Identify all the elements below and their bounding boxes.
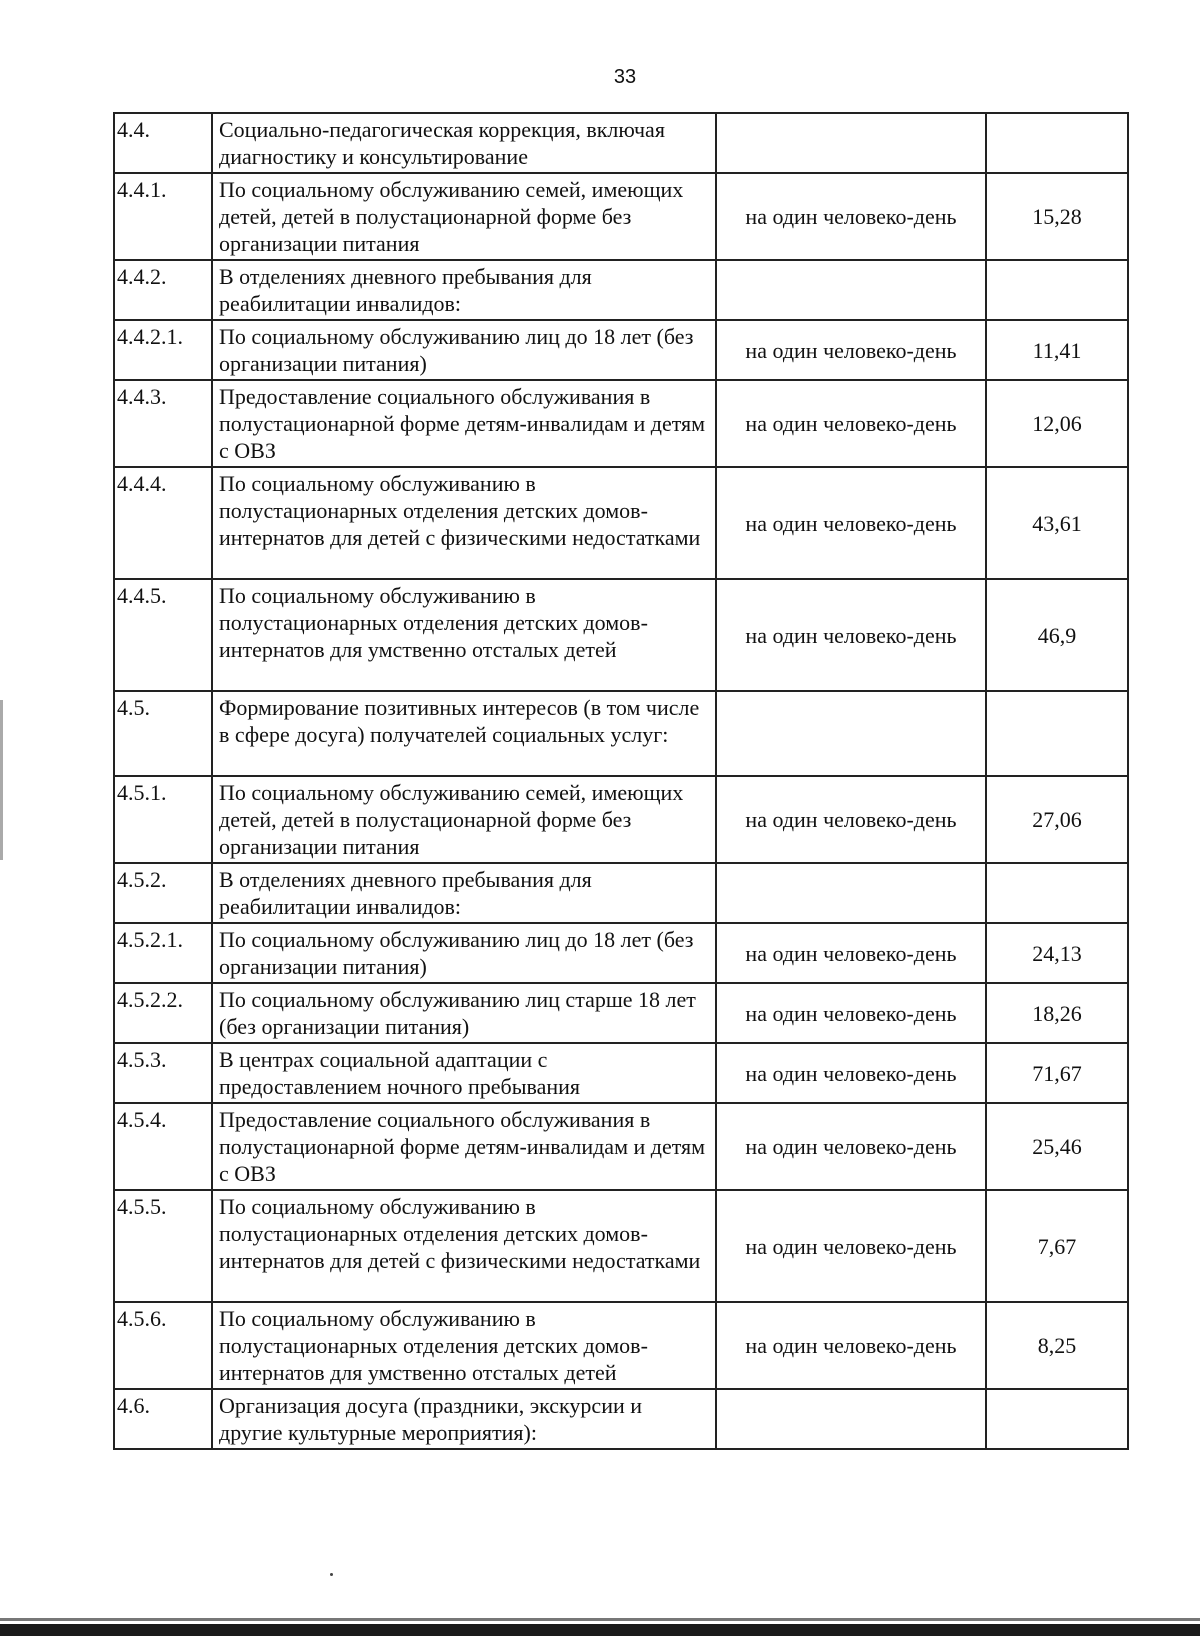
row-number: 4.5.6. xyxy=(114,1302,212,1389)
row-number: 4.5.1. xyxy=(114,776,212,863)
service-name: В центрах социальной адаптации с предоставлением ночного пребывания xyxy=(212,1043,716,1103)
tariff-value: 7,67 xyxy=(986,1190,1128,1302)
service-name: По социальному обслуживанию лиц старше 18 лет (без организации питания) xyxy=(212,983,716,1043)
table-row xyxy=(114,467,1128,579)
unit-cell: на один человеко-день xyxy=(716,1103,986,1190)
service-name: По социальному обслуживанию лиц до 18 лет (без организации питания) xyxy=(212,923,716,983)
scan-bottom-border xyxy=(0,1624,1200,1636)
unit-cell: на один человеко-день xyxy=(716,923,986,983)
tariff-value: 25,46 xyxy=(986,1103,1128,1190)
tariff-value: 46,9 xyxy=(986,579,1128,691)
service-name: Организация досуга (праздники, экскурсии и другие культурные мероприятия): xyxy=(212,1389,716,1449)
table-row xyxy=(114,1302,1128,1389)
table-row xyxy=(114,380,1128,467)
table-row xyxy=(114,260,1128,320)
unit-cell: на один человеко-день xyxy=(716,1043,986,1103)
service-name: Предоставление социального обслуживания в полустационарной форме детям-инвалидам и детям с ОВЗ xyxy=(212,1103,716,1190)
unit-cell: на один человеко-день xyxy=(716,776,986,863)
row-number: 4.4.5. xyxy=(114,579,212,691)
tariff-value: 8,25 xyxy=(986,1302,1128,1389)
row-number: 4.5. xyxy=(114,691,212,776)
tariff-value xyxy=(986,260,1128,320)
scan-edge-mark xyxy=(0,700,3,860)
tariff-value: 27,06 xyxy=(986,776,1128,863)
unit-cell: на один человеко-день xyxy=(716,467,986,579)
unit-cell: на один человеко-день xyxy=(716,1190,986,1302)
unit-cell xyxy=(716,863,986,923)
service-name: По социальному обслуживанию в полустационарных отделения детских домов-интернатов для умственно отсталых детей xyxy=(212,1302,716,1389)
row-number: 4.5.2. xyxy=(114,863,212,923)
table-row xyxy=(114,691,1128,776)
row-number: 4.5.2.1. xyxy=(114,923,212,983)
table-row xyxy=(114,320,1128,380)
scan-bottom-line xyxy=(0,1618,1200,1621)
row-number: 4.6. xyxy=(114,1389,212,1449)
table-row xyxy=(114,579,1128,691)
row-number: 4.5.4. xyxy=(114,1103,212,1190)
scan-speck xyxy=(330,1573,333,1576)
row-number: 4.4.2. xyxy=(114,260,212,320)
unit-cell: на один человеко-день xyxy=(716,380,986,467)
service-name: Социально-педагогическая коррекция, включая диагностику и консультирование xyxy=(212,113,716,173)
row-number: 4.4.1. xyxy=(114,173,212,260)
service-name: По социальному обслуживанию семей, имеющих детей, детей в полустационарной форме без организации питания xyxy=(212,776,716,863)
tariff-table xyxy=(113,112,1129,1450)
row-number: 4.4.2.1. xyxy=(114,320,212,380)
tariff-value: 18,26 xyxy=(986,983,1128,1043)
tariff-value xyxy=(986,1389,1128,1449)
table-row xyxy=(114,1389,1128,1449)
service-name: По социальному обслуживанию в полустационарных отделения детских домов-интернатов для детей с физическими недостатками xyxy=(212,467,716,579)
unit-cell xyxy=(716,691,986,776)
row-number: 4.5.3. xyxy=(114,1043,212,1103)
unit-cell: на один человеко-день xyxy=(716,1302,986,1389)
unit-cell xyxy=(716,1389,986,1449)
table-row xyxy=(114,923,1128,983)
unit-cell: на один человеко-день xyxy=(716,320,986,380)
row-number: 4.4.4. xyxy=(114,467,212,579)
table-row xyxy=(114,1103,1128,1190)
service-name: Формирование позитивных интересов (в том числе в сфере досуга) получателей социальных услуг: xyxy=(212,691,716,776)
table-row xyxy=(114,173,1128,260)
table-row xyxy=(114,983,1128,1043)
table-row xyxy=(114,863,1128,923)
table-row xyxy=(114,1190,1128,1302)
tariff-value: 43,61 xyxy=(986,467,1128,579)
unit-cell xyxy=(716,260,986,320)
service-name: По социальному обслуживанию семей, имеющих детей, детей в полустационарной форме без организации питания xyxy=(212,173,716,260)
unit-cell: на один человеко-день xyxy=(716,983,986,1043)
table-row xyxy=(114,1043,1128,1103)
table-row xyxy=(114,776,1128,863)
unit-cell: на один человеко-день xyxy=(716,579,986,691)
service-name: По социальному обслуживанию в полустационарных отделения детских домов-интернатов для умственно отсталых детей xyxy=(212,579,716,691)
service-name: По социальному обслуживанию лиц до 18 лет (без организации питания) xyxy=(212,320,716,380)
page-number: 33 xyxy=(613,66,637,88)
tariff-value xyxy=(986,691,1128,776)
row-number: 4.5.2.2. xyxy=(114,983,212,1043)
tariff-value: 12,06 xyxy=(986,380,1128,467)
service-name: Предоставление социального обслуживания в полустационарной форме детям-инвалидам и детям с ОВЗ xyxy=(212,380,716,467)
row-number: 4.5.5. xyxy=(114,1190,212,1302)
tariff-table-wrapper xyxy=(113,112,1129,1450)
row-number: 4.4.3. xyxy=(114,380,212,467)
tariff-value xyxy=(986,113,1128,173)
service-name: В отделениях дневного пребывания для реабилитации инвалидов: xyxy=(212,863,716,923)
unit-cell: на один человеко-день xyxy=(716,173,986,260)
unit-cell xyxy=(716,113,986,173)
tariff-value xyxy=(986,863,1128,923)
tariff-value: 11,41 xyxy=(986,320,1128,380)
tariff-value: 24,13 xyxy=(986,923,1128,983)
tariff-value: 15,28 xyxy=(986,173,1128,260)
row-number: 4.4. xyxy=(114,113,212,173)
table-row xyxy=(114,113,1128,173)
tariff-value: 71,67 xyxy=(986,1043,1128,1103)
service-name: По социальному обслуживанию в полустационарных отделения детских домов-интернатов для детей с физическими недостатками xyxy=(212,1190,716,1302)
service-name: В отделениях дневного пребывания для реабилитации инвалидов: xyxy=(212,260,716,320)
